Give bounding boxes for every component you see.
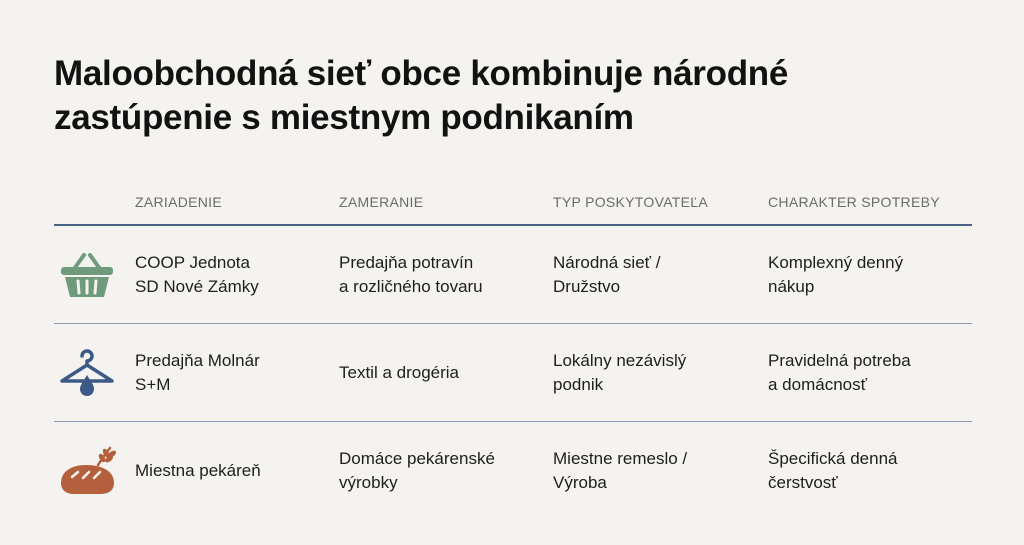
table-body [54,226,972,519]
page-title-line-2: zastúpenie s miestnym podnikaním [54,98,634,137]
table-row [54,324,972,422]
cell-facility: Predajňa Molnár S+M [135,350,260,394]
table-row [54,422,972,519]
cell-focus: Textil a drogéria [339,362,460,382]
retail-table [54,184,972,492]
column-header-consumption: CHARAKTER SPOTREBY [768,194,940,210]
bread-wheat-icon [58,445,116,497]
page-title [54,52,954,140]
cell-consumption: Pravidelná potreba a domácnosť [768,350,911,394]
cell-provider: Lokálny nezávislý podnik [553,350,687,394]
cell-provider: Národná sieť / Družstvo [553,252,661,296]
column-header-focus: ZAMERANIE [339,194,424,210]
column-header-facility: ZARIADENIE [135,194,223,210]
table-header [54,184,972,224]
shopping-basket-icon [58,249,116,301]
cell-facility: Miestna pekáreň [135,460,261,480]
column-header-provider: TYP POSKYTOVATEĽA [553,194,709,210]
cell-consumption: Komplexný denný nákup [768,252,904,296]
cell-facility: COOP Jednota SD Nové Zámky [135,252,259,296]
page-title-line-1: Maloobchodná sieť obce kombinuje národné [54,54,789,93]
cell-focus: Predajňa potravín a rozličného tovaru [339,252,483,296]
hanger-drop-icon [58,347,116,399]
cell-provider: Miestne remeslo / Výroba [553,448,688,492]
table-row [54,226,972,324]
cell-consumption: Špecifická denná čerstvosť [768,448,898,492]
cell-focus: Domáce pekárenské výrobky [339,448,495,492]
